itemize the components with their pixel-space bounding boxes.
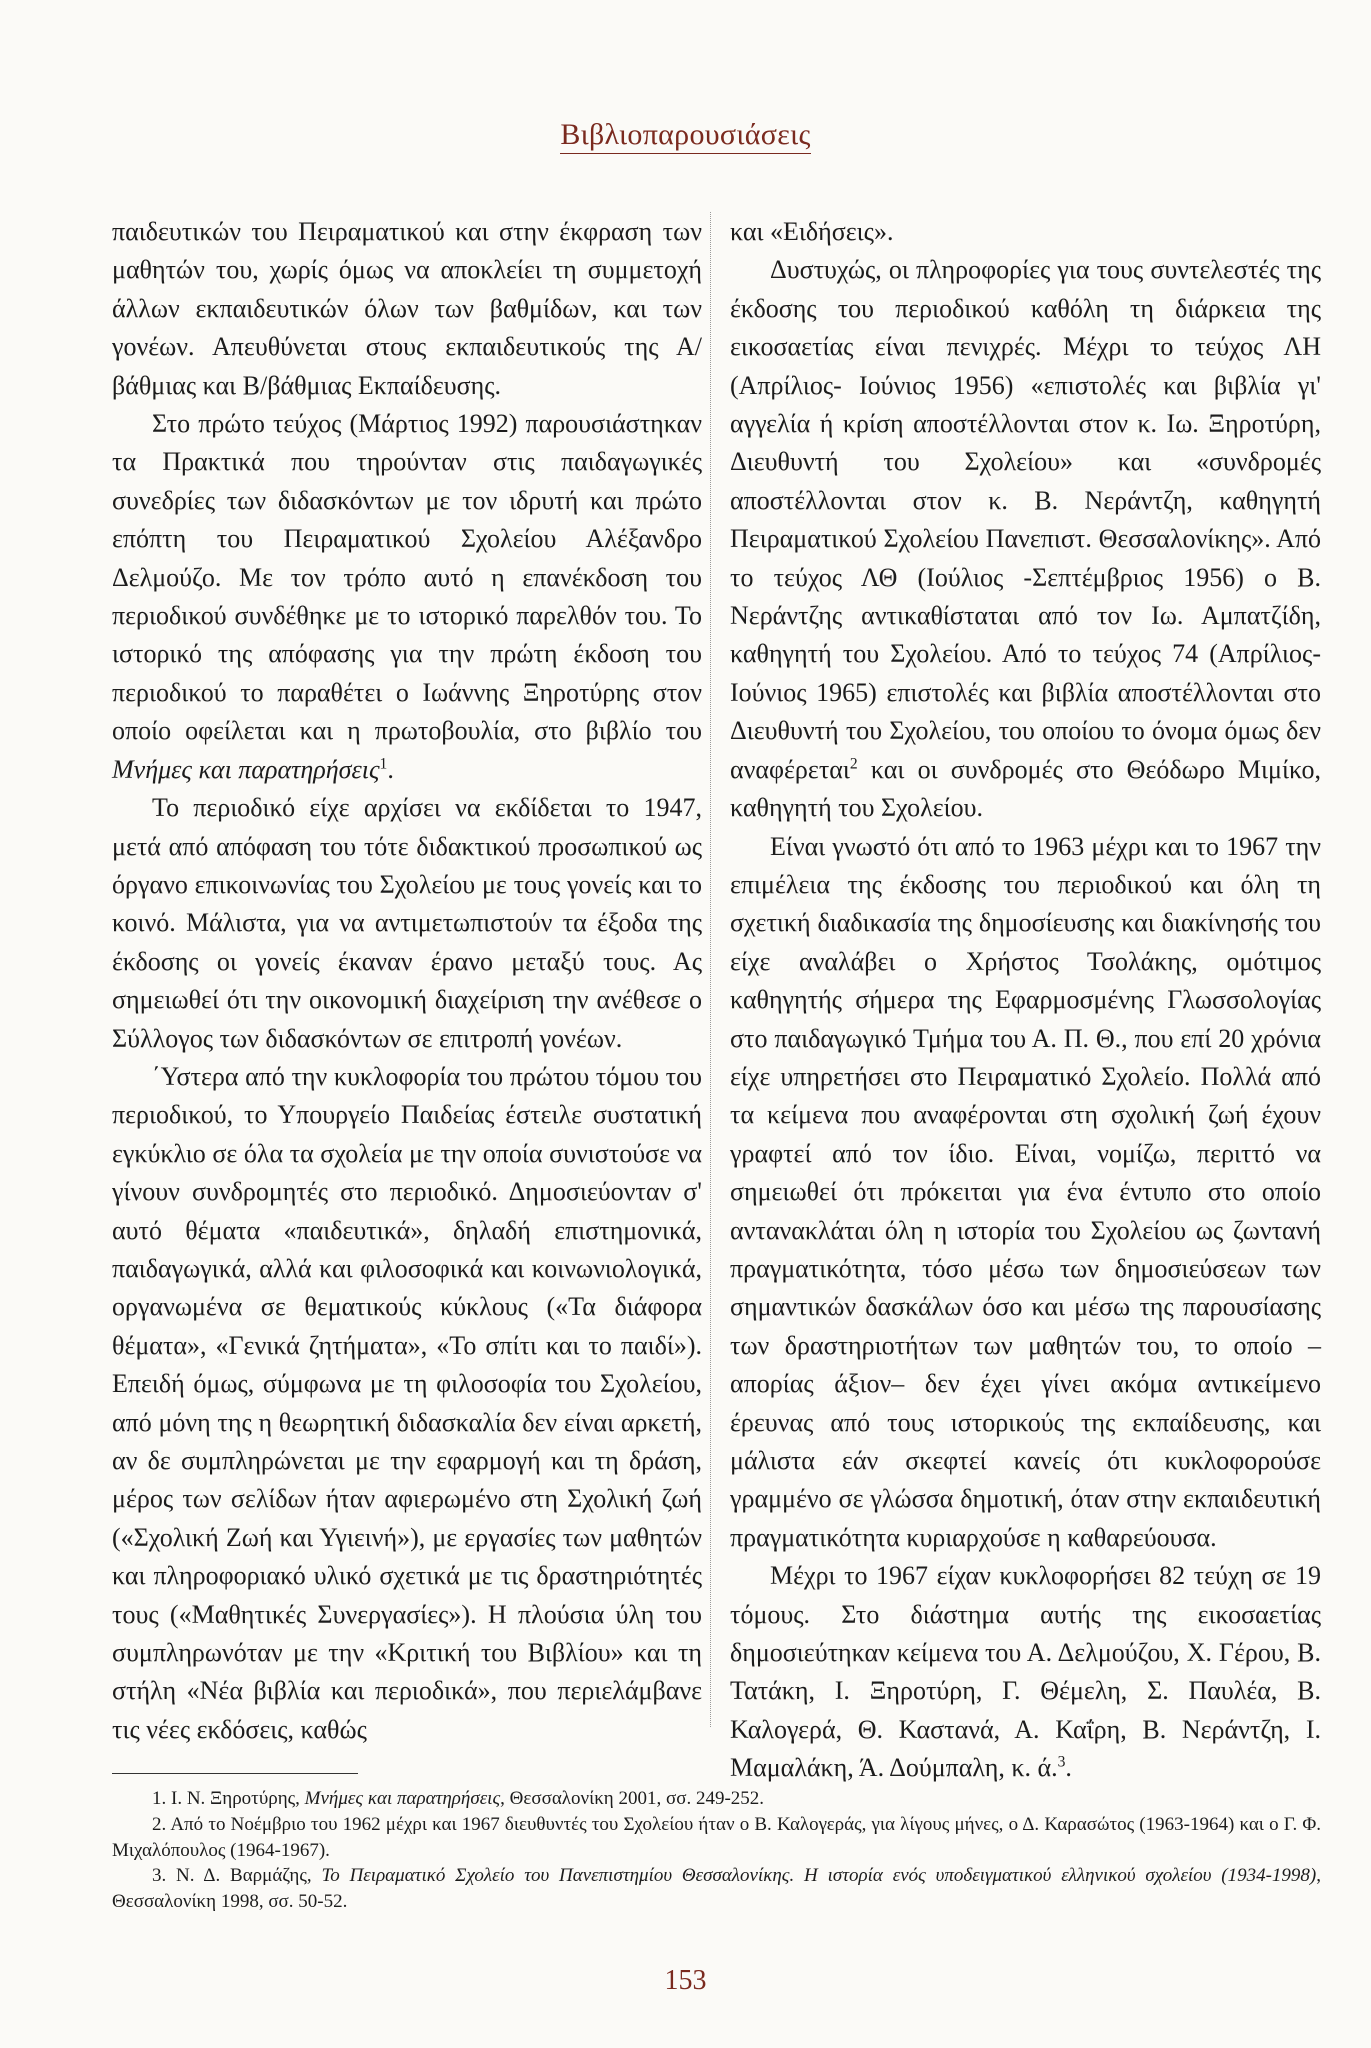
running-header <box>0 118 1371 152</box>
footnote-title: Μνήμες και παρατηρήσεις <box>304 1788 501 1809</box>
page-number: 153 <box>664 1965 707 1996</box>
paragraph-text: και οι συνδρομές στο Θεόδωρο Μιμίκο, καθηγητή του Σχολείου. <box>730 754 1321 823</box>
paragraph <box>730 251 1321 827</box>
footnote-ref: 2 <box>849 755 858 773</box>
footnote: 2. Από το Νοέμβριο του 1962 μέχρι και 1967 διευθυντές του Σχολείου ήταν ο Β. Καλογεράς, για λίγους μήνες, ο Δ. Καρασώτος (1963-1964) και ο Γ. Φ. Μιχαλόπουλος (1964-1967). <box>112 1813 1321 1861</box>
footnote-ref: 3 <box>1057 1753 1066 1771</box>
paragraph: και «Ειδήσεις». <box>730 217 894 246</box>
footnote-text: , Θεσσαλονίκη 1998, σσ. 50-52. <box>112 1865 1321 1913</box>
footnote-title: Το Πειραματικό Σχολείο του Πανεπιστημίου Θεσσαλονίκης. Η ιστορία ενός υποδειγματικού ελληνικού σχολείου (1934-1998) <box>321 1865 1317 1887</box>
footnote-separator <box>112 1773 358 1774</box>
left-column <box>112 213 702 1749</box>
footnote-text: 1. Ι. Ν. Ξηροτύρης, <box>152 1788 305 1809</box>
footnote-text: , Θεσσαλονίκη 2001, σσ. 249-252. <box>500 1788 765 1809</box>
paragraph-text: Μέχρι το 1967 είχαν κυκλοφορήσει 82 τεύχη σε 19 τόμους. Στο διάστημα αυτής της εικοσαετίας δημοσιεύτηκαν κείμενα του Α. Δελμούζου, Χ. Γέρου, Β. Τατάκη, Ι. Ξηροτύρη, Γ. Θέμελη, Σ. Παυλέα, Β. Καλογερά, Θ. Καστανά, Α. Καΐρη, Β. Νεράντζη, Ι. Μαμαλάκη, Ά. Δούμπαλη, κ. ά. <box>730 1561 1321 1783</box>
footnote <box>112 1863 1321 1915</box>
book-title: Μνήμες και παρατηρήσεις <box>112 754 380 784</box>
paragraph-text: Δυστυχώς, οι πληροφορίες για τους συντελεστές της έκδοσης του περιοδικού καθόλη τη διάρκεια της εικοσαετίας είναι πενιχρές. Μέχρι το τεύχος ΛΗ (Απρίλιος- Ιούνιος 1956) «επιστολές και βιβλία γι' αγγελία ή κρίση αποστέλλονται στον κ. Ιω. Ξηροτύρη, Διευθυντή του Σχολείου» και «συνδρομές αποστέλλονται στον κ. Β. Νεράντζη, καθηγητή Πειραματικού Σχολείου Πανεπιστ. Θεσσαλονίκης». Από το τεύχος ΛΘ (Ιούλιος -Σεπτέμβριος 1956) ο Β. Νεράντζης αντικαθίσταται από τον Ιω. Αμπατζίδη, καθηγητή του Σχολείου. Από το τεύχος 74 (Απρίλιος- Ιούνιος 1965) επιστολές και βιβλία αποστέλλονται στο Διευθυντή του Σχολείου, του οποίου το όνομα όμως δεν αναφέρεται <box>730 255 1321 784</box>
column-divider <box>710 212 711 1727</box>
section-title: Βιβλιοπαρουσιάσεις <box>560 118 810 154</box>
paragraph <box>112 405 702 789</box>
right-column <box>730 213 1321 1788</box>
footnotes <box>112 1786 1321 1915</box>
paragraph-text: . <box>1065 1753 1072 1783</box>
paragraph-text: . <box>387 754 394 784</box>
footnote-text: 3. Ν. Δ. Βαρμάζης, <box>152 1865 322 1887</box>
paragraph <box>730 1557 1321 1787</box>
footnote <box>112 1786 1321 1812</box>
paragraph: παιδευτικών του Πειραματικού και στην έκφραση των μαθητών του, χωρίς όμως να αποκλείει τη συμμετοχή άλλων εκπαιδευτικών όλων των βαθμίδων, και των γονέων. Απευθύνεται στους εκπαιδευτικούς της Α/βάθμιας και Β/βάθμιας Εκπαίδευσης. <box>112 217 702 400</box>
footnote-ref: 1 <box>379 755 388 773</box>
paragraph: Είναι γνωστό ότι από το 1963 μέχρι και το 1967 την επιμέλεια της έκδοσης του περιοδικού και όλη τη σχετική διαδικασία της δημοσίευσης και διακίνησής του είχε αναλάβει ο Χρήστος Τσολάκης, ομότιμος καθηγητής σήμερα της Εφαρμοσμένης Γλωσσολογίας στο παιδαγωγικό Τμήμα του Α. Π. Θ., που επί 20 χρόνια είχε υπηρετήσει στο Πειραματικό Σχολείο. Πολλά από τα κείμενα που αναφέρονται στη σχολική ζωή έχουν γραφτεί από τον ίδιο. Είναι, νομίζω, περιττό να σημειωθεί ότι πρόκειται για ένα έντυπο στο οποίο αντανακλάται όλη η ιστορία του Σχολείου ως ζωντανή πραγματικότητα, τόσο μέσω των δημοσιεύσεων των σημαντικών δασκάλων όσο και μέσω της παρουσίασης των δραστηριοτήτων των μαθητών του, το οποίο –απορίας άξιον– δεν έχει γίνει ακόμα αντικείμενο έρευνας από τους ιστορικούς της εκπαίδευσης, και μάλιστα εάν σκεφτεί κανείς ότι κυκλοφορούσε γραμμένο σε γλώσσα δημοτική, όταν στην εκπαιδευτική πραγματικότητα κυριαρχούσε η καθαρεύουσα. <box>730 831 1321 1552</box>
paragraph-text: Στο πρώτο τεύχος (Μάρτιος 1992) παρουσιάστηκαν τα Πρακτικά που τηρούνταν στις παιδαγωγικές συνεδρίες των διδασκόντων με τον ιδρυτή και πρώτο επόπτη του Πειραματικού Σχολείου Αλέξανδρο Δελμούζο. Με τον τρόπο αυτό η επανέκδοση του περιοδικού συνδέθηκε με το ιστορικό παρελθόν του. Το ιστορικό της απόφασης για την πρώτη έκδοση του περιοδικού το παραθέτει ο Ιωάννης Ξηροτύρης στον οποίο οφείλεται και η πρωτοβουλία, στο βιβλίο του <box>112 409 702 746</box>
paragraph: ΄Υστερα από την κυκλοφορία του πρώτου τόμου του περιοδικού, το Υπουργείο Παιδείας έστειλε συστατική εγκύκλιο σε όλα τα σχολεία με την οποία συνιστούσε να γίνουν συνδρομητές στο περιοδικό. Δημοσιεύονταν σ' αυτό θέματα «παιδευτικά», δηλαδή επιστημονικά, παιδαγωγικά, αλλά και φιλοσοφικά και κοινωνιολογικά, οργανωμένα σε θεματικούς κύκλους («Τα διάφορα θέματα», «Γενικά ζητήματα», «Το σπίτι και το παιδί»). Επειδή όμως, σύμφωνα με τη φιλοσοφία του Σχολείου, από μόνη της η θεωρητική διδασκαλία δεν είναι αρκετή, αν δε συμπληρώνεται με την εφαρμογή και τη δράση, μέρος των σελίδων ήταν αφιερωμένο στη Σχολική ζωή («Σχολική Ζωή και Υγιεινή»), με εργασίες των μαθητών και πληροφοριακό υλικό σχετικά με τις δραστηριότητές τους («Μαθητικές Συνεργασίες»). Η πλούσια ύλη του συμπληρωνόταν με την «Κριτική του Βιβλίου» και τη στήλη «Νέα βιβλία και περιοδικά», που περιελάμβανε τις νέες εκδόσεις, καθώς <box>112 1061 702 1744</box>
paragraph: Το περιοδικό είχε αρχίσει να εκδίδεται το 1947, μετά από απόφαση του τότε διδακτικού προσωπικού ως όργανο επικοινωνίας του Σχολείου με τους γονείς και το κοινό. Μάλιστα, για να αντιμετωπιστούν τα έξοδα της έκδοσης οι γονείς έκαναν έρανο μεταξύ τους. Ας σημειωθεί ότι την οικονομική διαχείριση την ανέθεσε ο Σύλλογος των διδασκόντων σε επιτροπή γονέων. <box>112 793 702 1053</box>
